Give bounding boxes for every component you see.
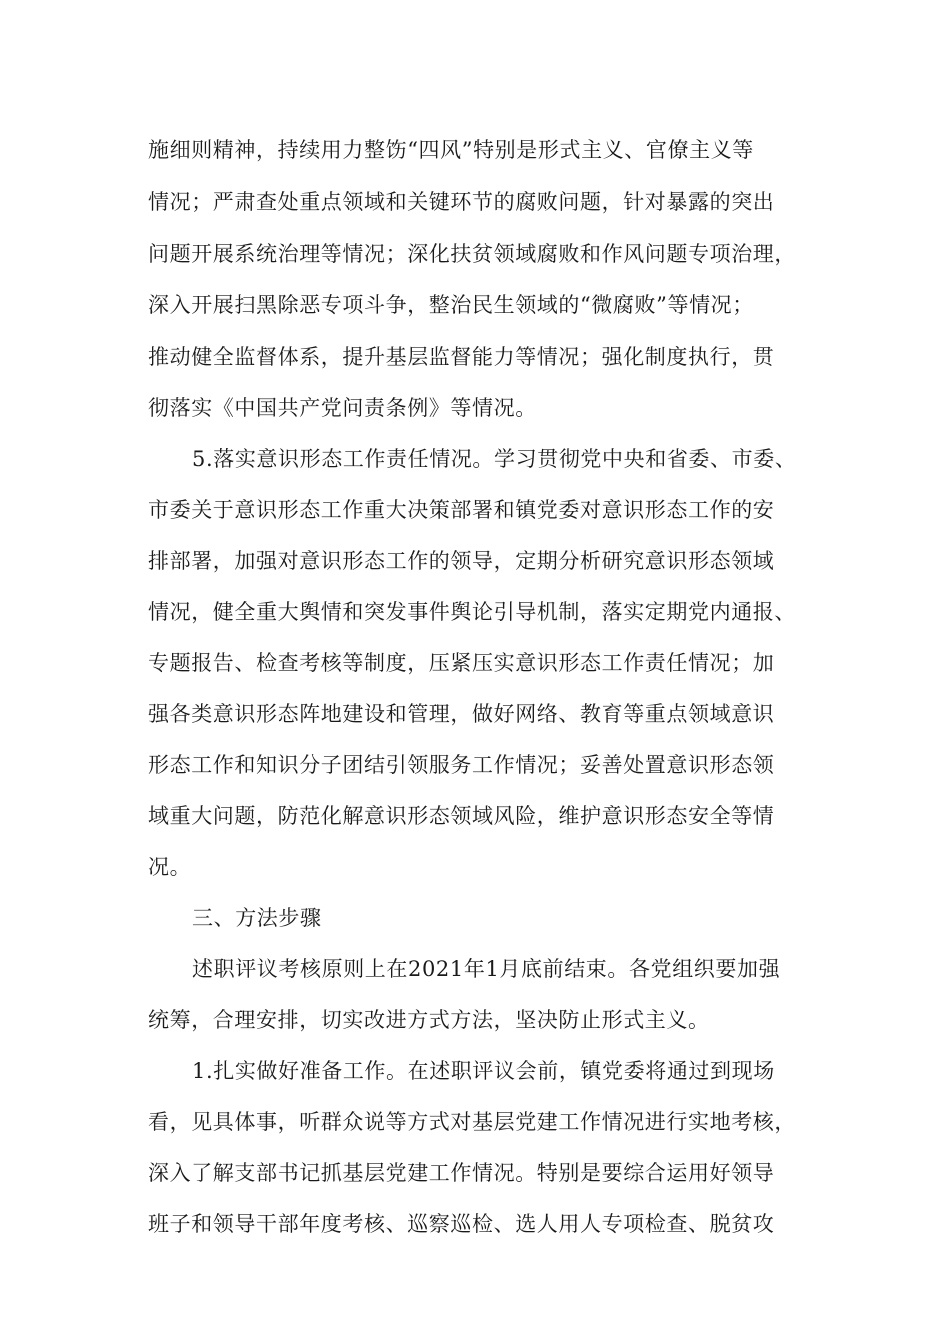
text-line: 市委关于意识形态工作重大决策部署和镇党委对意识形态工作的安 bbox=[148, 498, 775, 522]
text-line: 看，见具体事，听群众说等方式对基层党建工作情况进行实地考核， bbox=[148, 1110, 796, 1134]
text-line: 排部署，加强对意识形态工作的领导，定期分析研究意识形态领域 bbox=[148, 549, 775, 573]
text-line: 专题报告、检查考核等制度，压紧压实意识形态工作责任情况；加 bbox=[148, 651, 775, 675]
numbered-item-heading: 1.扎实做好准备工作。在述职评议会前，镇党委将通过到现场 bbox=[192, 1059, 775, 1083]
text-line: 深入开展扫黑除恶专项斗争，整治民生领域的“微腐败”等情况； bbox=[148, 293, 754, 317]
text-line: 形态工作和知识分子团结引领服务工作情况；妥善处置意识形态领 bbox=[148, 753, 775, 777]
text-line: 施细则精神，持续用力整饬“四风”特别是形式主义、官僚主义等 bbox=[148, 138, 754, 162]
text-line: 述职评议考核原则上在2021年1月底前结束。各党组织要加强 bbox=[192, 957, 781, 981]
text-line: 域重大问题，防范化解意识形态领域风险，维护意识形态安全等情 bbox=[148, 804, 775, 828]
text-line: 推动健全监督体系，提升基层监督能力等情况；强化制度执行，贯 bbox=[148, 345, 775, 369]
text-line: 班子和领导干部年度考核、巡察巡检、选人用人专项检查、脱贫攻 bbox=[148, 1212, 775, 1236]
numbered-item-heading: 5.落实意识形态工作责任情况。学习贯彻党中央和省委、市委、 bbox=[192, 447, 797, 471]
text-line: 深入了解支部书记抓基层党建工作情况。特别是要综合运用好领导 bbox=[148, 1161, 775, 1185]
text-line: 情况，健全重大舆情和突发事件舆论引导机制，落实定期党内通报、 bbox=[148, 600, 796, 624]
text-line: 强各类意识形态阵地建设和管理，做好网络、教育等重点领域意识 bbox=[148, 702, 775, 726]
text-line: 彻落实《中国共产党问责条例》等情况。 bbox=[148, 396, 537, 420]
text-line: 情况；严肃查处重点领域和关键环节的腐败问题，针对暴露的突出 bbox=[148, 190, 775, 214]
section-heading: 三、方法步骤 bbox=[192, 906, 322, 930]
text-line: 问题开展系统治理等情况；深化扶贫领域腐败和作风问题专项治理， bbox=[148, 242, 796, 266]
text-line: 统筹，合理安排，切实改进方式方法，坚决防止形式主义。 bbox=[148, 1008, 710, 1032]
text-line: 况。 bbox=[148, 855, 192, 879]
